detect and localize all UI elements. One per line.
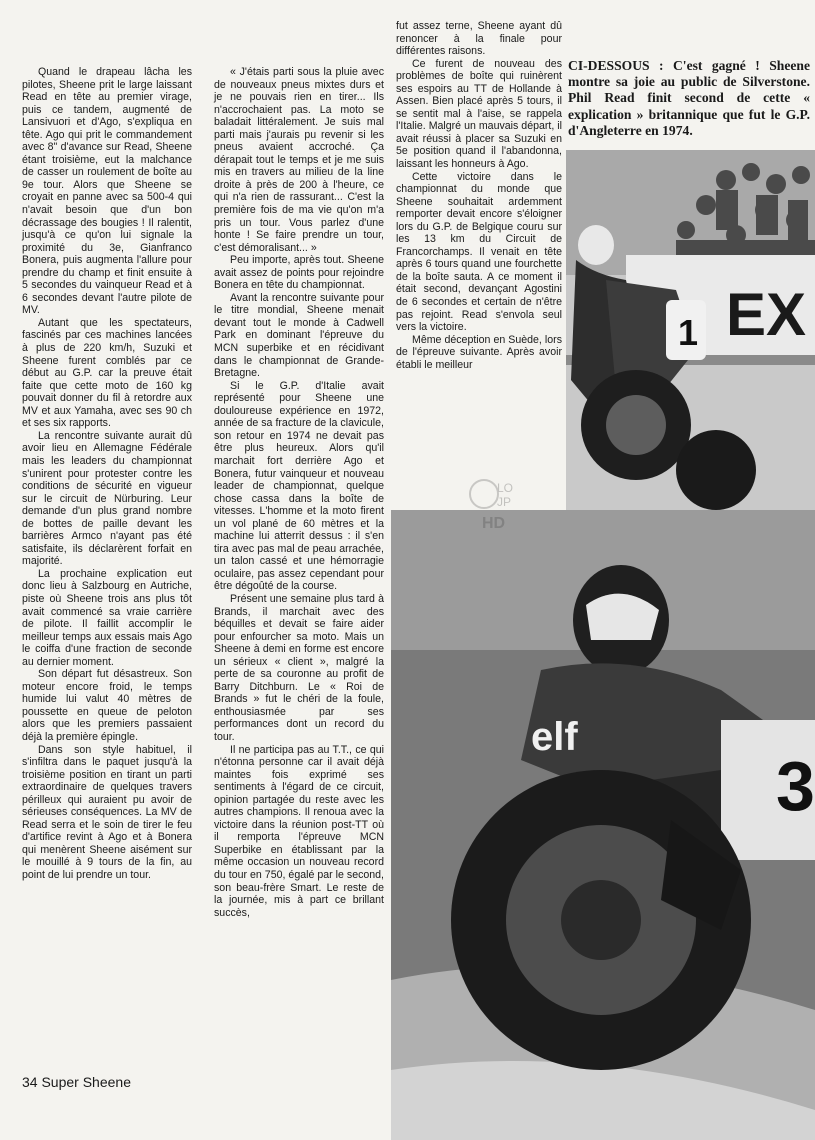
paragraph: Présent une semaine plus tard à Brands, il marchait avec des béquilles et devait se faire aider pour enfourcher sa moto. Mais un Sheene à demi en forme est encore un sérieux « client », malgré la perte de sa couronne au profit de Barry Ditchburn. Le « Roi de Brands » fut le chéri de la foule, enthousiasmée par ses performances dont un record du tour. — [214, 592, 384, 743]
article-column-3 — [396, 20, 562, 371]
svg-text:JP: JP — [497, 495, 512, 509]
paragraph: Cette victoire dans le championnat du monde que Sheene souhaitait ardemment remporter devait encore s'éloigner lors du G.P. de Belgique couru sur les 13 km du Circuit de Francorchamps. Il venait en tête après 6 tours quand une fourchette de la boîte sauta. A ce moment il était second, devançant Agostini de 6 secondes et certain de n'être pas rejoint. Read s'envola seul vers la victoire. — [396, 170, 562, 334]
paragraph: Quand le drapeau lâcha les pilotes, Sheene prit le large laissant Read en tête au premier virage, puis ce tandem, augmenté de Lansivuori et d'Ago, s'expliqua en tête. Ago qui prit le commandement avec 8" d'avance sur Read, Sheene étant troisième, eut la malchance de casser un roulement de boîte au 9e tour. Alors que Sheene se croyait en panne avec sa 500-4 qui n'avait besoin que d'un bon décrassage des bougies ! Il ralentit, jusqu'à ce qu'on lui signale la proximité du 3e, Gianfranco Bonera, puis augmenta l'allure pour prendre du champ et finit ensuite à 5 secondes du vainqueur Read et à 6 secondes devant l'autre pilote de MV. — [22, 66, 192, 317]
bike-number: 3 — [776, 747, 815, 825]
photo-sheene-cornering — [391, 510, 815, 1140]
svg-text:HD: HD — [482, 515, 506, 532]
ad-banner-text: EX — [726, 281, 807, 348]
paragraph: Autant que les spectateurs, fascinés par ces machines lancées à plus de 220 km/h, Suzuki et Sheene furent comblés par ce début au G.P. car la preuve était faite que cette moto de 160 kg pouvait donner du fil à retordre aux MV et aux Yamaha, avec ses 90 ch et ses six rapports. — [22, 316, 192, 430]
paragraph: « J'étais parti sous la pluie avec de nouveaux pneus mixtes durs et je ne pouvais rien en tirer... Ils n'accrochaient pas. La moto se baladait littéralement. Je suis mal parti mais j'aurais pu revenir si les pneus avaient accroché. Ça dérapait tout le temps et je me suis mis en travers au milieu de la line droite à près de 200 à l'heure, ce qui n'a rien de rassurant... C'est la première fois de ma vie qu'on m'a pris un tour. Vous parlez d'une honte ! Se faire prendre un tour, c'est démoralisant... » — [214, 66, 384, 254]
paragraph: Dans son style habituel, il s'infiltra dans le paquet jusqu'à la troisième position en tirant un parti extraordinaire de quelques travers périlleux qui auraient pu avoir de sérieuses conséquences. La MV de Read serra et le soin de tirer le feu d'artifice revint à Ago et à Bonera qui menèrent Sheene aisément sur le mouillé à 9 tours de la fin, au point de lui prendre un tour. — [22, 743, 192, 881]
article-column-2 — [214, 66, 384, 919]
paragraph: Avant la rencontre suivante pour le titre mondial, Sheene menait devant tout le monde à Cadwell Park en dominant l'épreuve du MCN superbike et en récidivant dans le championnat de Grande-Bretagne. — [214, 291, 384, 380]
paragraph: La rencontre suivante aurait dû avoir lieu en Allemagne Fédérale mais les leaders du championnat s'unirent pour protester contre les conditions de sécurité en vigueur sur le circuit de Nürburing. Leur demande d'un plus grand nombre de bottes de paille devant les barrières Armco n'ayant pas été satisfaite, ils déclarèrent forfait en majorité. — [22, 429, 192, 568]
watermark-logo — [462, 472, 532, 532]
paragraph: Même déception en Suède, lors de l'épreuve suivante. Après avoir établi le meilleur — [396, 333, 562, 371]
paragraph: Peu importe, après tout. Sheene avait assez de points pour rejoindre Bonera en tête du championnat. — [214, 254, 384, 292]
page-footer: 34 Super Sheene — [22, 1074, 131, 1090]
paragraph: Son départ fut désastreux. Son moteur encore froid, le temps humide lui valut 40 mètres de poussette en queue de peloton alors que les premiers passaient déjà la première épingle. — [22, 668, 192, 743]
sponsor-logo: elf — [531, 715, 578, 759]
photo-caption: CI-DESSOUS : C'est gagné ! Sheene montre sa joie au public de Silverstone. Phil Read finit second de cette « explication » britannique que fut le G.P. d'Angleterre en 1974. — [568, 58, 810, 138]
paragraph: La prochaine explication eut donc lieu à Salzbourg en Autriche, piste où Sheene trois ans plus tôt avait commencé sa vraie carrière de pilote. Il faillit accomplir le meilleur temps aux essais mais Ago le coiffa d'une fraction de seconde au dernier moment. — [22, 567, 192, 668]
article-column-1 — [22, 66, 192, 882]
bike-number: 1 — [678, 312, 699, 353]
paragraph: Ce furent de nouveau des problèmes de boîte qui ruinèrent ses espoirs au TT de Hollande à Assen. Bien placé après 5 tours, il se sentit mal à l'aise, se rappela l'Italie. Malgré un mauvais départ, il avait réussi à placer sa Suzuki en 5e position quand il l'abandonna, laissant les honneurs à Ago. — [396, 57, 562, 171]
svg-text:LO: LO — [497, 481, 514, 495]
paragraph: Si le G.P. d'Italie avait représenté pour Sheene une douloureuse expérience en 1972, année de sa fracture de la clavicule, son retour en 1974 ne devait pas être plus heureux. Alors qu'il marchait fort derrière Ago et Bonera, futur vainqueur et nouveau leader de championnat, quelque chose cassa dans la boîte de vitesses. L'homme et la moto firent un vol plané de 60 mètres et la machine lui atterrit dessus : il s'en tira avec pas mal de peau arrachée, un talon cassé et une hémorragie oculaire, pas assez cependant pour être dégoûté de la course. — [214, 379, 384, 593]
paragraph: fut assez terne, Sheene ayant dû renoncer à la finale pour différentes raisons. — [396, 20, 562, 58]
paragraph: Il ne participa pas au T.T., ce qui n'étonna personne car il avait déjà maintes fois exprimé ses sentiments à l'égard de ce circuit, opinion partagée du reste avec les autres champions. Il renoua avec la victoire dans la réunion post-TT où il remporta l'épreuve MCN Superbike en établissant par la même occasion un nouveau record du tour en 750, égalé par le second, son beau-frère Smart. Le reste de la journée, mis à part ce brillant succès, — [214, 743, 384, 919]
photo-sheene-silverstone — [566, 150, 815, 510]
